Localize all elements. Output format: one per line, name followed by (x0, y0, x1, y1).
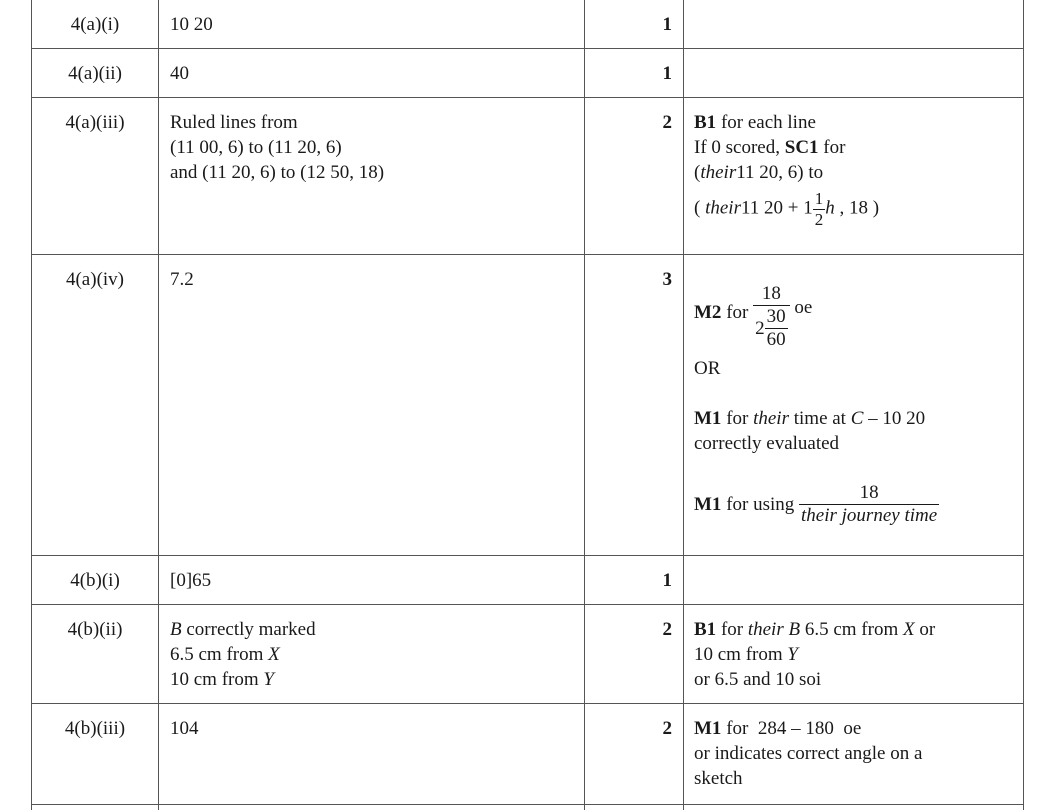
row-divider (31, 254, 1024, 255)
note-text: for each line (716, 112, 816, 133)
note-text: 11 20, 6) to (736, 162, 824, 183)
answer-line: (11 00, 6) to (11 20, 6) (170, 137, 342, 158)
note-line (694, 110, 1019, 135)
question-number: 4(a)(i) (70, 14, 120, 35)
fraction-denominator (753, 305, 790, 351)
mark-code: M2 (694, 301, 722, 323)
column-divider (683, 0, 684, 810)
fraction (753, 283, 790, 351)
note-line (694, 189, 1019, 229)
fraction-numerator: 1 (814, 189, 824, 208)
note-text: for (721, 408, 754, 429)
question-number: 4(b)(i) (70, 570, 120, 591)
answer: 10 20 (170, 14, 213, 35)
note-line: sketch (694, 768, 743, 789)
note-text: – 10 20 (863, 408, 926, 429)
answer: 40 (170, 63, 189, 84)
marks: 1 (662, 63, 672, 84)
note-text: 6.5 cm from (800, 619, 903, 640)
note-text: ( (694, 197, 706, 219)
answer (170, 617, 580, 692)
question-number: 4(a)(ii) (68, 63, 122, 84)
question-number: 4(a)(iii) (65, 112, 125, 133)
answer-text: 10 cm from (170, 669, 264, 690)
mark-code: B1 (694, 112, 717, 133)
answer: 104 (170, 718, 199, 739)
fraction (799, 482, 939, 527)
row-divider (31, 97, 1024, 98)
note-emphasis: their (753, 408, 789, 429)
question-number: 4(b)(ii) (67, 619, 123, 640)
answer-emphasis: Y (263, 669, 274, 690)
note-line (694, 642, 1019, 667)
answer (170, 110, 580, 185)
marks: 2 (662, 619, 672, 640)
note-line (694, 617, 1019, 642)
answer-line (170, 667, 580, 692)
fraction-numerator: 30 (766, 306, 786, 328)
answer-line (170, 642, 580, 667)
note-line (694, 716, 1019, 741)
note-line: OR (694, 358, 721, 379)
fraction-numerator: 18 (859, 482, 879, 503)
note-emphasis: Y (787, 644, 798, 665)
note-text: for (721, 301, 754, 323)
note-text: for using (721, 493, 800, 515)
answer-line: Ruled lines from (170, 112, 298, 133)
answer-line (170, 617, 580, 642)
mark-code: M1 (694, 408, 722, 429)
row-divider (31, 604, 1024, 605)
marks: 2 (662, 112, 672, 133)
note-line (694, 135, 1019, 160)
guidance-notes (694, 617, 1019, 692)
note-emphasis: their (747, 619, 784, 640)
row-divider (31, 703, 1024, 704)
note-text: time at (788, 408, 851, 429)
note-text: for (716, 619, 748, 640)
note-emphasis: B (783, 619, 801, 640)
note-text: for 284 – 180 oe (721, 718, 862, 739)
fraction (813, 189, 826, 229)
note-line (694, 160, 1019, 185)
fraction-denominator: 2 (814, 209, 824, 229)
note-line: correctly evaluated (694, 433, 840, 454)
guidance-notes (694, 268, 1019, 527)
mark-code: B1 (694, 619, 717, 640)
marks: 1 (662, 570, 672, 591)
question-number: 4(a)(iv) (65, 269, 125, 290)
note-emphasis: C (850, 408, 864, 429)
note-text: or (914, 619, 936, 640)
guidance-notes (694, 716, 1019, 791)
row-divider (31, 804, 1024, 805)
row-divider (31, 555, 1024, 556)
mark-code: SC1 (784, 137, 819, 158)
guidance-notes (694, 110, 1019, 229)
note-line: or indicates correct angle on a (694, 743, 923, 764)
answer: 7.2 (170, 269, 194, 290)
answer-emphasis: B (170, 619, 182, 640)
note-text: If 0 scored, (694, 137, 785, 158)
row-divider (31, 48, 1024, 49)
note-line: or 6.5 and 10 soi (694, 669, 822, 690)
fraction-denominator: 60 (766, 328, 786, 350)
question-number: 4(b)(iii) (64, 718, 126, 739)
whole-part: 2 (755, 317, 765, 339)
note-line (694, 268, 1019, 356)
note-text: 11 20 + 1 (740, 197, 813, 219)
answer-emphasis: X (268, 644, 280, 665)
mark-code: M1 (694, 493, 722, 515)
note-text: 10 cm from (694, 644, 788, 665)
marks: 2 (662, 718, 672, 739)
note-emphasis: their (705, 197, 741, 219)
note-emphasis: their (700, 162, 737, 183)
note-text: ( (694, 162, 701, 183)
fraction (765, 306, 788, 351)
note-text: oe (789, 296, 813, 318)
answer-line: and (11 20, 6) to (12 50, 18) (170, 162, 385, 183)
answer-text: correctly marked (181, 619, 316, 640)
fraction-denominator: their journey time (801, 504, 938, 526)
note-line (694, 482, 1019, 527)
fraction-numerator: 18 (761, 283, 781, 305)
table-border-right (1023, 0, 1024, 810)
marks: 3 (662, 269, 672, 290)
note-text: , 18 ) (834, 197, 880, 219)
marks: 1 (662, 14, 672, 35)
mark-code: M1 (694, 718, 722, 739)
mixed-number (755, 306, 788, 351)
column-divider (584, 0, 585, 810)
column-divider (158, 0, 159, 810)
answer-text: 6.5 cm from (170, 644, 269, 665)
note-text: for (818, 137, 846, 158)
note-line (694, 406, 1019, 431)
answer: [0]65 (170, 570, 212, 591)
note-emphasis: X (903, 619, 915, 640)
note-emphasis: h (825, 197, 835, 219)
